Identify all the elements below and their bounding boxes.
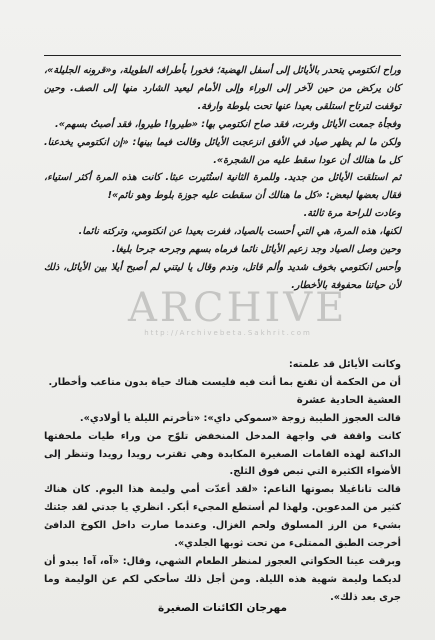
paragraph: ولكن ما لم يظهر صياد في الأفق انزعجت الأيائل وقالت فيما بينها: «إن انكتومي يخدعنا. كل ما هنالك أن عودا سقط عليه من الشجرة». bbox=[44, 136, 401, 166]
paragraph: وفجأة جمعت الأيائل وفرت، فقد صاح انكتومي بها: «طيروا! طيروا، فقد أصبتُ بسهم». bbox=[55, 118, 401, 130]
paragraph: ثم استلقت الأيائل من جديد. وللمرة الثانية استُثيرت عبثا. كانت هذه المرة أكثر استياء، فقال بعضها لبعض: «كل ما هنالك أن سقطت عليه جوزة بلوط وهو نائم»! bbox=[44, 172, 401, 202]
paragraph: وأحس انكتومي بخوف شديد وألم قاتل، وندم وقال يا ليتني لم أصبح أيلا بين الأيائل، ذلك لأن حياتنا محفوفة بالأخطار. bbox=[44, 261, 401, 291]
paragraph: وكانت الأيائل قد علمته: bbox=[288, 359, 401, 370]
paragraph: وحين وصل الصياد وجد زعيم الأيائل نائما فرماه بسهم وجرحه جرحا بليغا. bbox=[111, 244, 401, 256]
story-continuation bbox=[44, 62, 401, 295]
paragraph: وبرقت عينا الحكواتي العجوز لمنظر الطعام الشهي، وقال: «آه، آه! يبدو أن لديكما وليمة شهية هذه الليلة. ومن أجل ذلك سأحكي لكم عن الوليمة وما جرى بعد ذلك». bbox=[44, 555, 401, 603]
paragraph: أن من الحكمة أن تقنع بما أنت فيه فليست هناك حياة بدون متاعب وأخطار. bbox=[48, 376, 401, 388]
paragraph: كانت واقفة في واجهة المدخل المنخفض تلوّح من وراء طيات ملحفتها الداكنة لهذه القامات الصغيرة المكابدة وهي تقترب رويدا رويدا وتنظر إلى الأضواء الكثيرة التي تبص فوق الثلج. bbox=[44, 430, 401, 478]
page-footer-title: مهرجان الكائنات الصغيرة bbox=[158, 602, 287, 614]
section-heading: العشية الحادية عشرة bbox=[296, 394, 401, 406]
watermark-word: ARCHIVE bbox=[128, 285, 348, 331]
paragraph: قالت العجوز الطيبة زوجة «سموكي داي»: «تأخرتم الليلة يا أولادي». bbox=[79, 412, 401, 424]
paragraph: قالت تاناغيلا بصوتها الناعم: «لقد أعدّت أمي وليمة هذا اليوم. كان هناك كثير من المدعوين. ولهذا لم أستطع المجيء أبكر. انظري يا جدتي لقد جئتك بشيء من الرز المسلوق ولحم الغزال. وعندما صارت داخل الكوخ الدافئ أخرجت الطبق الممتلىء من تحت ثوبها الجلدي». bbox=[44, 484, 401, 550]
paragraph: لكنها، هذه المرة، هي التي أحست بالصياد، ففرت بعيدا عن انكتومي، وتركته نائما. bbox=[78, 226, 401, 238]
top-rule bbox=[44, 55, 401, 56]
paragraph: وعادت للراحة مرة ثالثة. bbox=[303, 208, 401, 220]
paragraph: وراح انكتومي يتحدر بالأيائل إلى أسفل الهضبة؛ فخورا بأطرافه الطويلة، و«قرونه الجليلة»، كان يركض من حين لآخر إلى الوراء وإلى الأمام ليعيد الشارد منها إلى الصف. وحين توقفت لترتاح استلقى بعيدا عنها تحت بلوطة وارفة. bbox=[44, 65, 401, 112]
story-moral-and-next-section bbox=[44, 356, 401, 607]
watermark-url: http://Archivebeta.Sakhrit.com bbox=[144, 329, 312, 337]
